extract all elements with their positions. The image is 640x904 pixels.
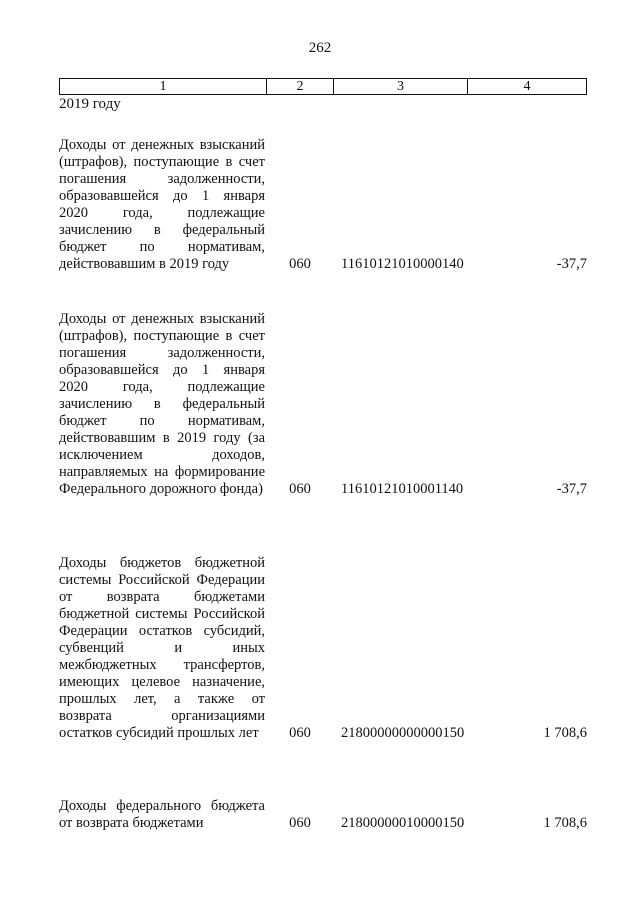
table-row	[59, 555, 587, 742]
row-budget-code: 11610121010001140	[341, 481, 464, 497]
header-col-4: 4	[523, 79, 531, 94]
row-amount: 1 708,6	[543, 725, 587, 741]
table-row	[59, 311, 587, 498]
row-amount: -37,7	[556, 481, 587, 497]
row-amount: 1 708,6	[543, 815, 587, 831]
table-row	[59, 798, 587, 832]
continuation-text: 2019 году	[59, 96, 121, 112]
header-col-2: 2	[267, 79, 334, 94]
page-number: 262	[308, 40, 332, 56]
row-admin-code: 060	[289, 815, 311, 831]
row-admin-code: 060	[289, 725, 311, 741]
row-budget-code: 21800000010000150	[341, 815, 465, 831]
table-row	[59, 137, 587, 273]
row-budget-code: 11610121010000140	[341, 256, 464, 272]
row-admin-code: 060	[289, 481, 311, 497]
row-description: Доходы от денежных взысканий (штрафов), поступающие в счет погашения задолженности, образовавшейся до 1 января 2020 года, подлежащие зачислению в федеральный бюджет по нормативам, действовавшим в 2019 году (за исключением доходов, направляемых на формирование Федерального дорожного фонда)	[59, 311, 265, 497]
table-header	[59, 78, 587, 95]
header-col-1: 1	[60, 79, 267, 94]
row-description: Доходы от денежных взысканий (штрафов), поступающие в счет погашения задолженности, образовавшейся до 1 января 2020 года, подлежащие зачислению в федеральный бюджет по нормативам, действовавшим в 2019 году	[59, 137, 265, 272]
header-col-3: 3	[334, 79, 468, 94]
row-description: Доходы федерального бюджета от возврата бюджетами	[59, 798, 265, 831]
row-admin-code: 060	[289, 256, 311, 272]
row-amount: -37,7	[556, 256, 587, 272]
row-description: Доходы бюджетов бюджетной системы Российской Федерации от возврата бюджетами бюджетной системы Российской Федерации остатков субсидий, субвенций и иных межбюджетных трансфертов, имеющих целевое назначение, прошлых лет, а также от возврата организациями остатков субсидий прошлых лет	[59, 555, 265, 741]
row-budget-code: 21800000000000150	[341, 725, 465, 741]
